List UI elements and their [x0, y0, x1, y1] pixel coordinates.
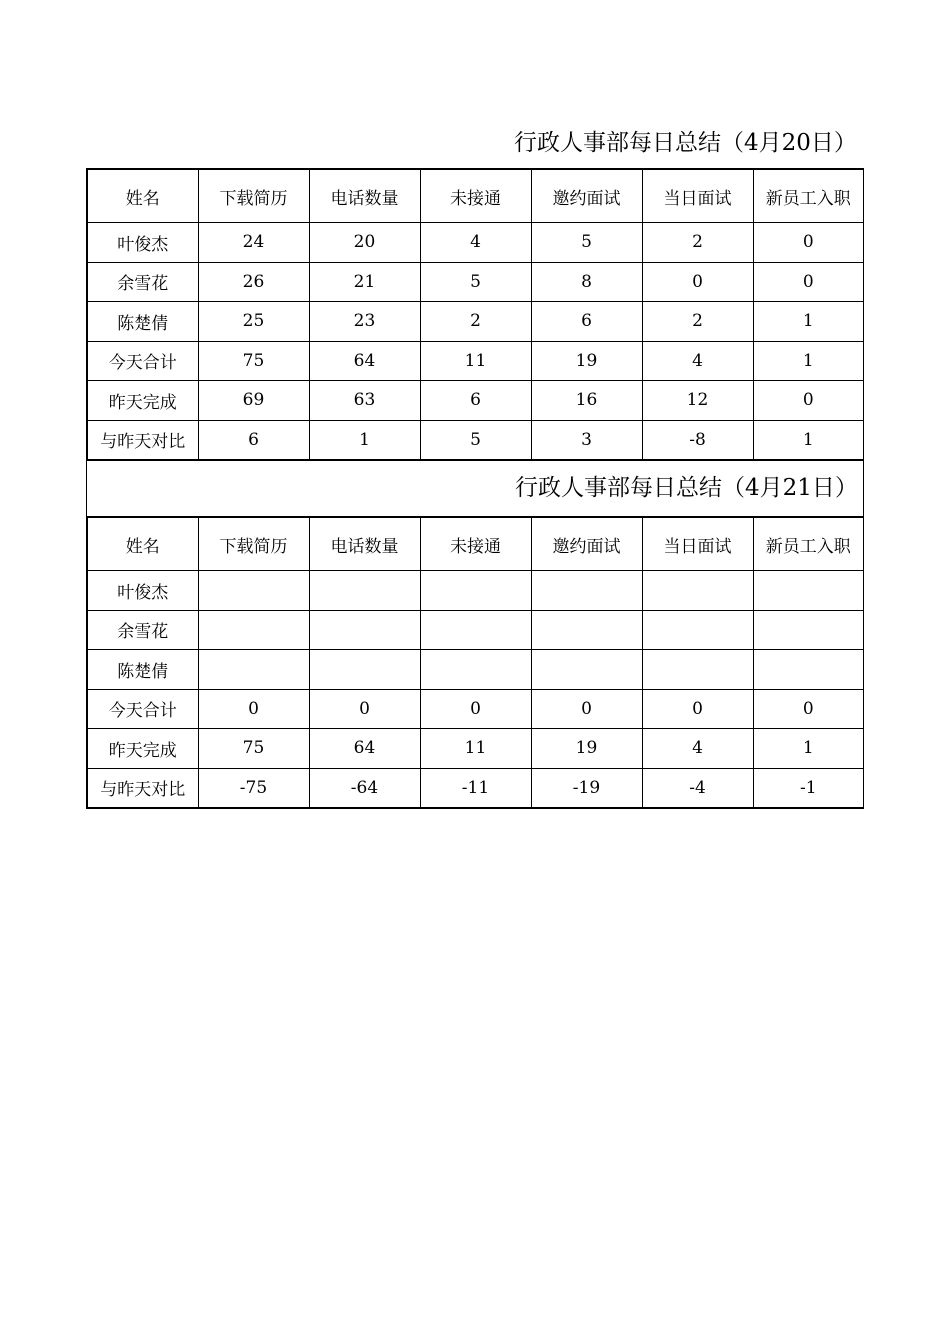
column-header[interactable]: 姓名: [87, 517, 198, 571]
report-title: 行政人事部每日总结（4月20日）: [514, 130, 857, 156]
row-label-cell[interactable]: 今天合计: [87, 689, 198, 729]
row-label-cell[interactable]: 昨天完成: [87, 381, 198, 421]
data-cell[interactable]: 5: [531, 223, 642, 263]
data-cell[interactable]: [198, 650, 309, 690]
data-cell[interactable]: 19: [531, 341, 642, 381]
data-cell[interactable]: [420, 571, 531, 611]
table-row: [87, 571, 864, 611]
data-cell[interactable]: 4: [642, 341, 753, 381]
column-header[interactable]: 姓名: [87, 169, 198, 223]
data-cell[interactable]: [642, 571, 753, 611]
data-cell[interactable]: [531, 610, 642, 650]
data-cell[interactable]: 2: [420, 302, 531, 342]
data-cell[interactable]: 63: [309, 381, 420, 421]
column-header[interactable]: 邀约面试: [531, 169, 642, 223]
data-cell[interactable]: [198, 610, 309, 650]
data-cell[interactable]: 1: [753, 729, 864, 769]
data-cell[interactable]: 0: [531, 689, 642, 729]
table-row: [87, 262, 864, 302]
data-cell[interactable]: 8: [531, 262, 642, 302]
data-cell[interactable]: [753, 571, 864, 611]
row-label-cell[interactable]: 陈楚倩: [87, 302, 198, 342]
data-cell[interactable]: -64: [309, 768, 420, 808]
data-cell[interactable]: 0: [198, 689, 309, 729]
data-cell[interactable]: [420, 610, 531, 650]
data-cell[interactable]: -4: [642, 768, 753, 808]
report-title-row: [86, 118, 864, 168]
report-title-row: [86, 461, 864, 516]
data-cell[interactable]: 75: [198, 341, 309, 381]
column-header[interactable]: 下载简历: [198, 169, 309, 223]
data-cell[interactable]: 5: [420, 420, 531, 460]
column-header[interactable]: 未接通: [420, 517, 531, 571]
column-header[interactable]: 电话数量: [309, 517, 420, 571]
data-cell[interactable]: 23: [309, 302, 420, 342]
header-row: [87, 169, 864, 223]
table-row: [87, 302, 864, 342]
column-header[interactable]: 新员工入职: [753, 169, 864, 223]
data-cell[interactable]: 6: [198, 420, 309, 460]
column-header[interactable]: 下载简历: [198, 517, 309, 571]
table-row: [87, 223, 864, 263]
data-cell[interactable]: 3: [531, 420, 642, 460]
report-table: [86, 168, 864, 461]
data-cell[interactable]: -8: [642, 420, 753, 460]
data-cell[interactable]: 11: [420, 729, 531, 769]
data-cell[interactable]: -1: [753, 768, 864, 808]
header-row: [87, 517, 864, 571]
table-row: [87, 341, 864, 381]
data-cell[interactable]: 64: [309, 341, 420, 381]
data-cell[interactable]: 20: [309, 223, 420, 263]
data-cell[interactable]: 16: [531, 381, 642, 421]
data-cell[interactable]: [753, 610, 864, 650]
data-cell[interactable]: 0: [753, 689, 864, 729]
data-cell[interactable]: 19: [531, 729, 642, 769]
data-cell[interactable]: 75: [198, 729, 309, 769]
data-cell[interactable]: [642, 610, 753, 650]
data-cell[interactable]: -19: [531, 768, 642, 808]
data-cell[interactable]: 1: [309, 420, 420, 460]
data-cell[interactable]: 6: [420, 381, 531, 421]
data-cell[interactable]: 0: [753, 223, 864, 263]
data-cell[interactable]: 1: [753, 341, 864, 381]
data-cell[interactable]: 12: [642, 381, 753, 421]
table-row: [87, 729, 864, 769]
data-cell[interactable]: 1: [753, 420, 864, 460]
data-cell[interactable]: 24: [198, 223, 309, 263]
report-table: [86, 516, 864, 809]
row-label-cell[interactable]: 今天合计: [87, 341, 198, 381]
data-cell[interactable]: [753, 650, 864, 690]
column-header[interactable]: 新员工入职: [753, 517, 864, 571]
data-cell[interactable]: 4: [420, 223, 531, 263]
column-header[interactable]: 邀约面试: [531, 517, 642, 571]
table-row: [87, 650, 864, 690]
data-cell[interactable]: [531, 650, 642, 690]
table-row: [87, 610, 864, 650]
data-cell[interactable]: [309, 650, 420, 690]
spreadsheet: [86, 118, 864, 809]
data-cell[interactable]: 0: [753, 381, 864, 421]
data-cell[interactable]: -11: [420, 768, 531, 808]
column-header[interactable]: 未接通: [420, 169, 531, 223]
table-row: [87, 689, 864, 729]
data-cell[interactable]: 69: [198, 381, 309, 421]
row-label-cell[interactable]: 余雪花: [87, 262, 198, 302]
data-cell[interactable]: [309, 610, 420, 650]
table-row: [87, 420, 864, 460]
table-row: [87, 381, 864, 421]
data-cell[interactable]: 0: [642, 262, 753, 302]
report-title: 行政人事部每日总结（4月21日）: [515, 475, 858, 501]
data-cell[interactable]: [309, 571, 420, 611]
data-cell[interactable]: 6: [531, 302, 642, 342]
data-cell[interactable]: 0: [642, 689, 753, 729]
data-cell[interactable]: 0: [753, 262, 864, 302]
data-cell[interactable]: -75: [198, 768, 309, 808]
data-cell[interactable]: 26: [198, 262, 309, 302]
row-label-cell[interactable]: 叶俊杰: [87, 223, 198, 263]
column-header[interactable]: 当日面试: [642, 169, 753, 223]
data-cell[interactable]: 5: [420, 262, 531, 302]
row-label-cell[interactable]: 叶俊杰: [87, 571, 198, 611]
data-cell[interactable]: 21: [309, 262, 420, 302]
data-cell[interactable]: 11: [420, 341, 531, 381]
data-cell[interactable]: 25: [198, 302, 309, 342]
column-header[interactable]: 电话数量: [309, 169, 420, 223]
row-label-cell[interactable]: 昨天完成: [87, 729, 198, 769]
data-cell[interactable]: 2: [642, 223, 753, 263]
data-cell[interactable]: 1: [753, 302, 864, 342]
data-cell[interactable]: 4: [642, 729, 753, 769]
data-cell[interactable]: [198, 571, 309, 611]
data-cell[interactable]: 64: [309, 729, 420, 769]
column-header[interactable]: 当日面试: [642, 517, 753, 571]
data-cell[interactable]: [531, 571, 642, 611]
row-label-cell[interactable]: 余雪花: [87, 610, 198, 650]
data-cell[interactable]: [420, 650, 531, 690]
data-cell[interactable]: 2: [642, 302, 753, 342]
row-label-cell[interactable]: 陈楚倩: [87, 650, 198, 690]
data-cell[interactable]: 0: [420, 689, 531, 729]
table-row: [87, 768, 864, 808]
row-label-cell[interactable]: 与昨天对比: [87, 420, 198, 460]
data-cell[interactable]: 0: [309, 689, 420, 729]
data-cell[interactable]: [642, 650, 753, 690]
row-label-cell[interactable]: 与昨天对比: [87, 768, 198, 808]
